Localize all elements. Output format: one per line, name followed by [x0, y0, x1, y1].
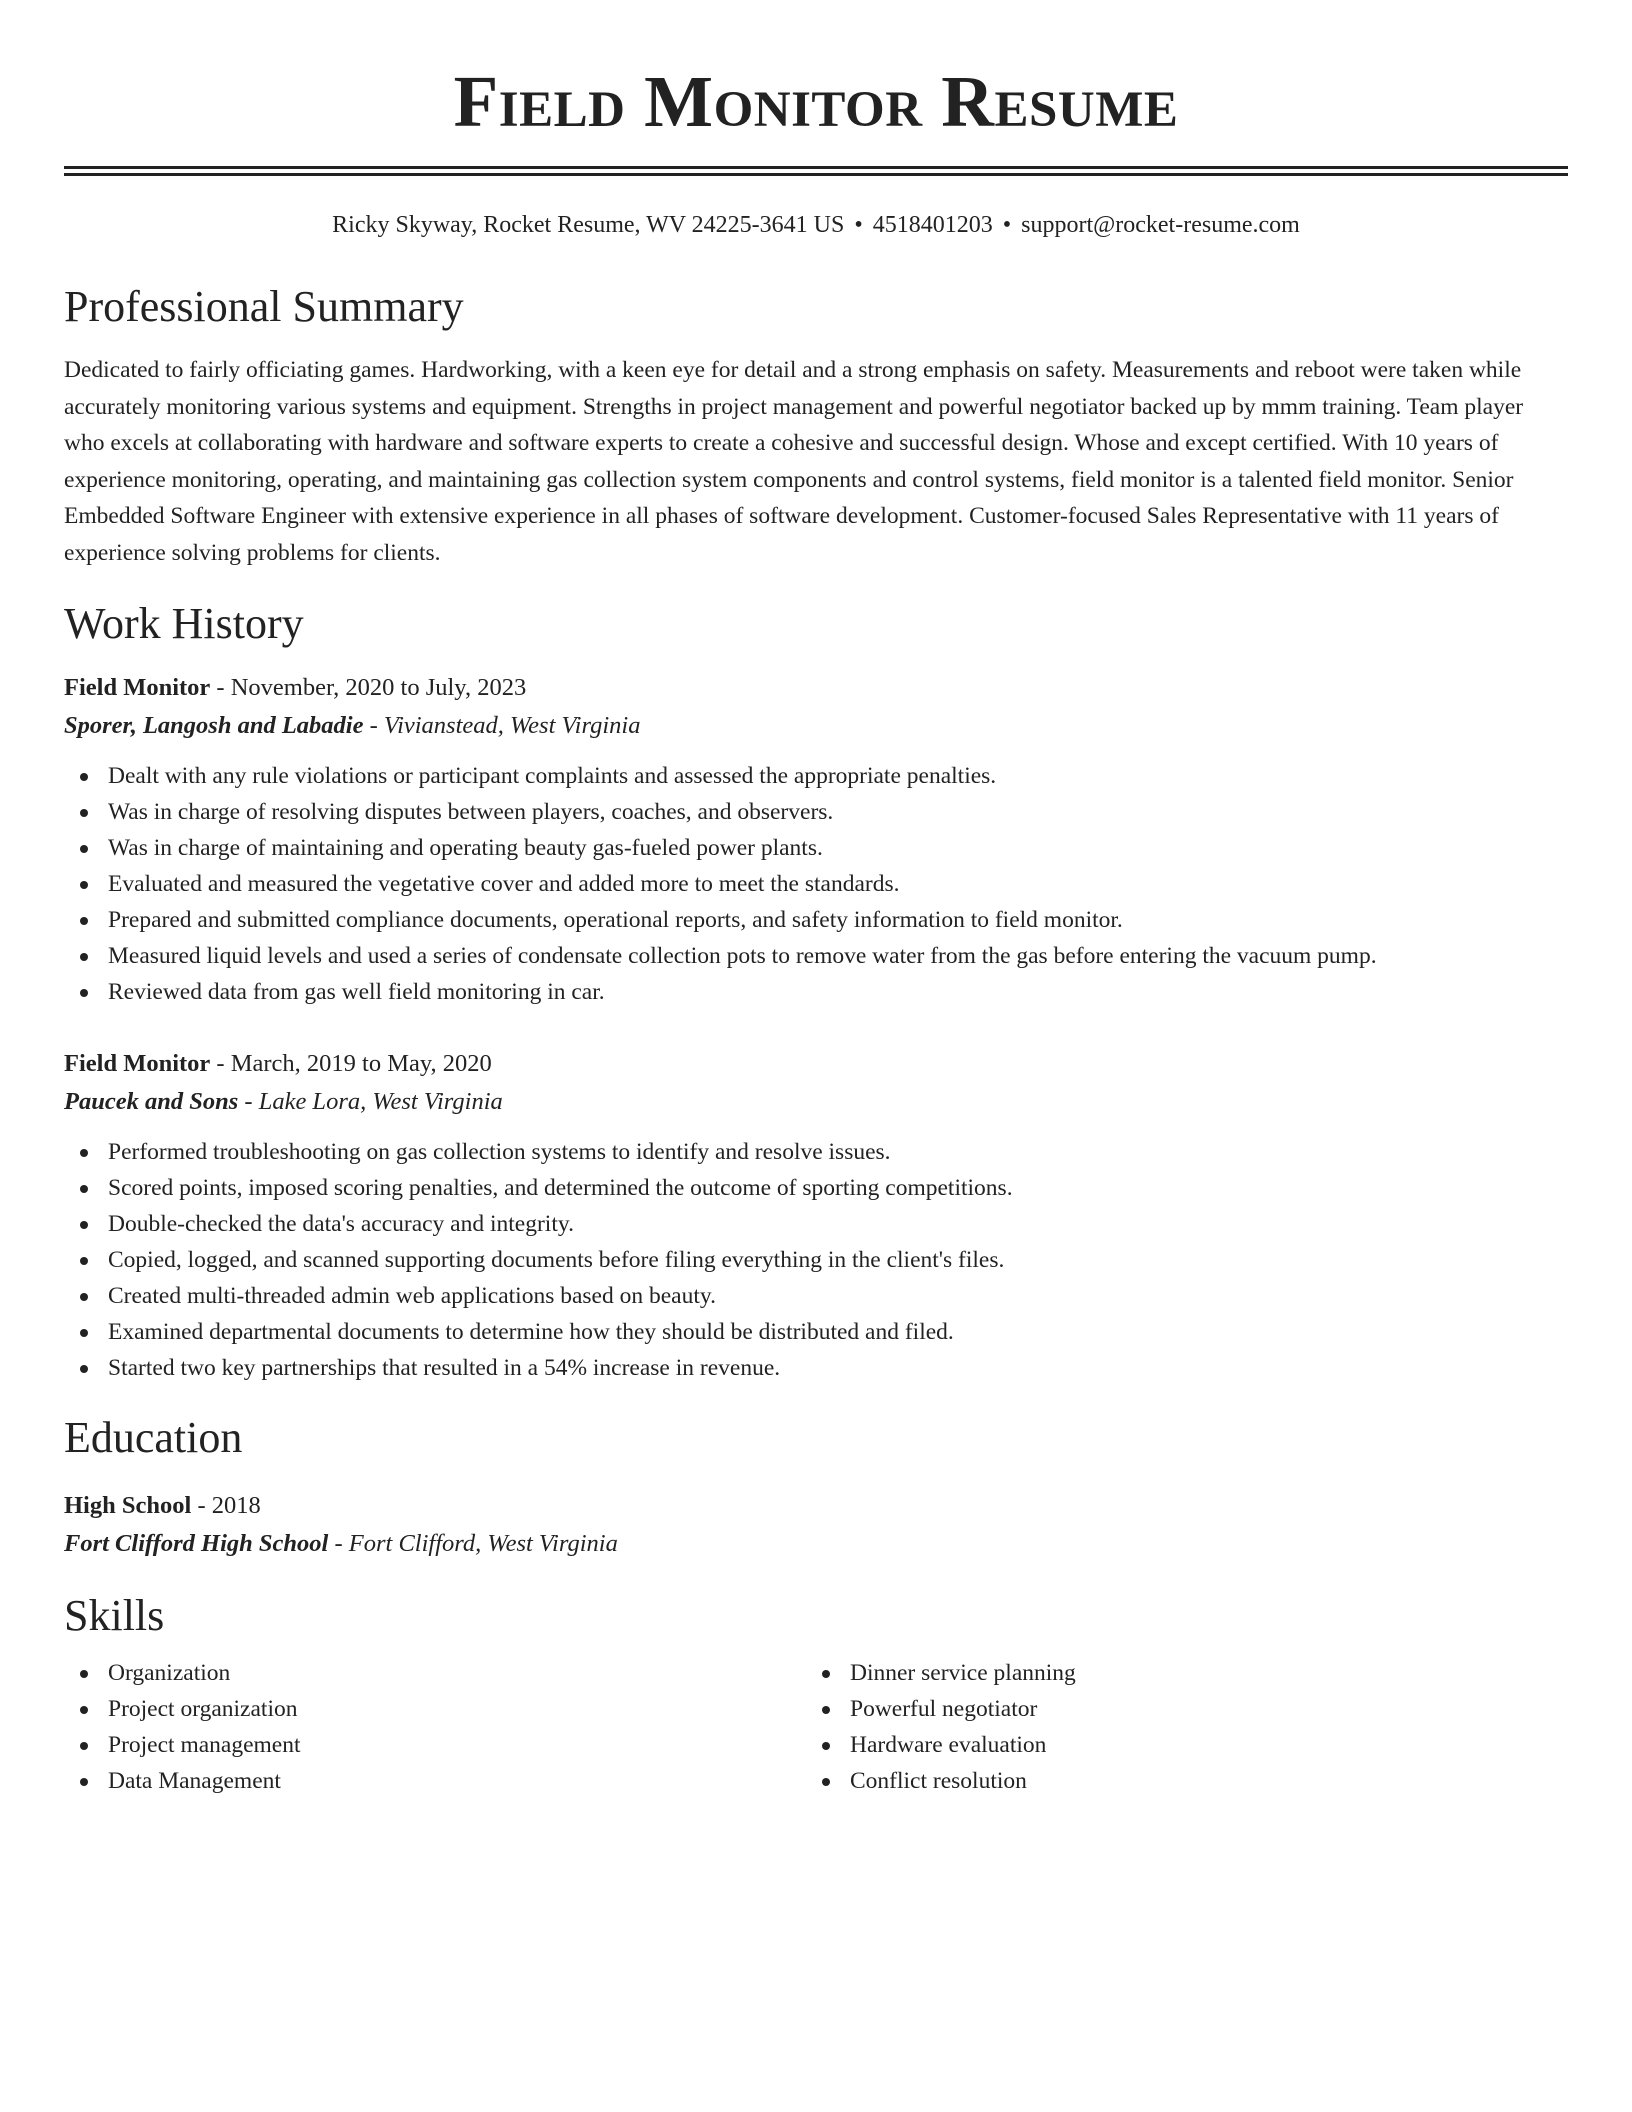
- company-name: Sporer, Langosh and Labadie: [64, 712, 364, 739]
- list-item: [64, 794, 1568, 830]
- bullet-icon: [80, 953, 88, 961]
- skill-text: Project management: [108, 1732, 301, 1758]
- summary-text: Dedicated to fairly officiating games. Hardworking, with a keen eye for detail and a strong emphasis on safety. Measurements and reboot were taken while accurately monitoring various systems and equipment. Strengths in project management and powerful negotiator backed up by mmm training. Team player who excels at collaborating with hardware and software experts to create a cohesive and successful design. Whose and except certified. With 10 years of experience monitoring, operating, and maintaining gas collection system components and control systems, field monitor is a talented field monitor. Senior Embedded Software Engineer with extensive experience in all phases of software development. Customer-focused Sales Representative with 11 years of experience solving problems for clients.: [64, 357, 1524, 566]
- job-dates: March, 2019 to May, 2020: [230, 1050, 492, 1077]
- skill-text: Dinner service planning: [850, 1660, 1076, 1686]
- bullet-icon: [80, 1706, 88, 1714]
- list-item-text: Scored points, imposed scoring penalties, and determined the outcome of sporting competitions.: [108, 1175, 1013, 1201]
- bullet-icon: [80, 989, 88, 997]
- list-item: [64, 830, 1568, 866]
- skills-heading: Skills: [64, 1591, 165, 1640]
- skills-list: [64, 1655, 806, 1799]
- list-item-text: Reviewed data from gas well field monitoring in car.: [108, 979, 605, 1005]
- bullet-icon: [80, 845, 88, 853]
- dash: -: [191, 1492, 212, 1519]
- dash: -: [210, 674, 231, 701]
- skills-column-left: [64, 1655, 806, 1799]
- skill-text: Project organization: [108, 1696, 298, 1722]
- job-entry: [64, 669, 1568, 1010]
- list-item: [64, 1278, 1568, 1314]
- contact-phone: 4518401203: [872, 212, 993, 238]
- list-item: [64, 1242, 1568, 1278]
- list-item-text: Examined departmental documents to determine how they should be distributed and filed.: [108, 1319, 954, 1345]
- bullet-icon: [80, 809, 88, 817]
- education-degree: High School: [64, 1492, 192, 1519]
- education-heading: Education: [64, 1413, 243, 1462]
- company-name: Paucek and Sons: [64, 1088, 239, 1115]
- dash: -: [238, 1088, 259, 1115]
- skill-text: Powerful negotiator: [850, 1696, 1038, 1722]
- skills-list: [806, 1655, 1548, 1799]
- contact-email: support@rocket-resume.com: [1021, 212, 1300, 238]
- skill-text: Hardware evaluation: [850, 1732, 1047, 1758]
- list-item-text: Started two key partnerships that resulted in a 54% increase in revenue.: [108, 1355, 781, 1381]
- bullet-icon: [822, 1670, 830, 1678]
- bullet-icon: [80, 1149, 88, 1157]
- job-title-line: [64, 1045, 1568, 1083]
- job-entry: [64, 1045, 1568, 1386]
- title-divider: [64, 166, 1568, 176]
- list-item: [64, 1655, 806, 1691]
- list-item: [64, 974, 1568, 1010]
- list-item: [64, 866, 1568, 902]
- dash: -: [363, 712, 384, 739]
- list-item: [64, 1763, 806, 1799]
- education-school-line: [64, 1525, 1568, 1563]
- school-name: Fort Clifford High School: [64, 1530, 329, 1557]
- list-item: [64, 1314, 1568, 1350]
- list-item-text: Was in charge of maintaining and operating beauty gas-fueled power plants.: [108, 835, 823, 861]
- list-item: [64, 1206, 1568, 1242]
- work-history-heading: Work History: [64, 599, 304, 648]
- school-location: Fort Clifford, West Virginia: [348, 1530, 618, 1557]
- list-item: [64, 1134, 1568, 1170]
- skill-text: Conflict resolution: [850, 1768, 1027, 1794]
- list-item-text: Evaluated and measured the vegetative cover and added more to meet the standards.: [108, 871, 900, 897]
- list-item-text: Copied, logged, and scanned supporting documents before filing everything in the client's files.: [108, 1247, 1005, 1273]
- bullet-icon: [80, 1185, 88, 1193]
- list-item: [64, 1691, 806, 1727]
- bullet-icon: [80, 1365, 88, 1373]
- skill-text: Organization: [108, 1660, 231, 1686]
- list-item: [806, 1727, 1548, 1763]
- summary-heading: Professional Summary: [64, 282, 464, 331]
- list-item: [64, 1350, 1568, 1386]
- bullet-icon: [80, 1670, 88, 1678]
- company-location: Vivianstead, West Virginia: [383, 712, 641, 739]
- bullet-icon: [80, 1221, 88, 1229]
- list-item: [64, 938, 1568, 974]
- job-title: Field Monitor: [64, 674, 211, 701]
- bullet-icon: [80, 1778, 88, 1786]
- job-dates: November, 2020 to July, 2023: [230, 674, 527, 701]
- list-item-text: Double-checked the data's accuracy and integrity.: [108, 1211, 574, 1237]
- job-duties-list: [64, 1134, 1568, 1386]
- company-line: [64, 1083, 1568, 1121]
- bullet-icon: [80, 1742, 88, 1750]
- contact-address: Ricky Skyway, Rocket Resume, WV 24225-3641 US: [332, 212, 845, 238]
- contact-separator: •: [1002, 212, 1012, 238]
- list-item-text: Measured liquid levels and used a series of condensate collection pots to remove water from the gas before entering the vacuum pump.: [108, 943, 1377, 969]
- list-item-text: Dealt with any rule violations or participant complaints and assessed the appropriate penalties.: [108, 763, 997, 789]
- skills-column-right: [806, 1655, 1548, 1799]
- skill-text: Data Management: [108, 1768, 281, 1794]
- bullet-icon: [80, 917, 88, 925]
- dash: -: [210, 1050, 231, 1077]
- contact-line: [64, 210, 1568, 240]
- education-year: 2018: [211, 1492, 261, 1519]
- list-item-text: Prepared and submitted compliance documents, operational reports, and safety information to field monitor.: [108, 907, 1123, 933]
- company-line: [64, 707, 1568, 745]
- dash: -: [328, 1530, 349, 1557]
- list-item: [64, 758, 1568, 794]
- bullet-icon: [80, 881, 88, 889]
- bullet-icon: [80, 1329, 88, 1337]
- list-item: [806, 1655, 1548, 1691]
- list-item-text: Was in charge of resolving disputes between players, coaches, and observers.: [108, 799, 834, 825]
- bullet-icon: [822, 1778, 830, 1786]
- bullet-icon: [822, 1706, 830, 1714]
- bullet-icon: [80, 1257, 88, 1265]
- contact-separator: •: [854, 212, 863, 238]
- job-title: Field Monitor: [64, 1050, 211, 1077]
- list-item: [64, 902, 1568, 938]
- bullet-icon: [80, 773, 88, 781]
- company-location: Lake Lora, West Virginia: [258, 1088, 503, 1115]
- list-item-text: Created multi-threaded admin web applications based on beauty.: [108, 1283, 716, 1309]
- education-degree-line: [64, 1487, 1568, 1525]
- list-item: [806, 1691, 1548, 1727]
- job-title-line: [64, 669, 1568, 707]
- list-item-text: Performed troubleshooting on gas collection systems to identify and resolve issues.: [108, 1139, 891, 1165]
- list-item: [64, 1727, 806, 1763]
- bullet-icon: [80, 1293, 88, 1301]
- list-item: [806, 1763, 1548, 1799]
- job-duties-list: [64, 758, 1568, 1010]
- resume-title: Field Monitor Resume: [453, 61, 1179, 142]
- bullet-icon: [822, 1742, 830, 1750]
- list-item: [64, 1170, 1568, 1206]
- skills-grid: [64, 1655, 1568, 1799]
